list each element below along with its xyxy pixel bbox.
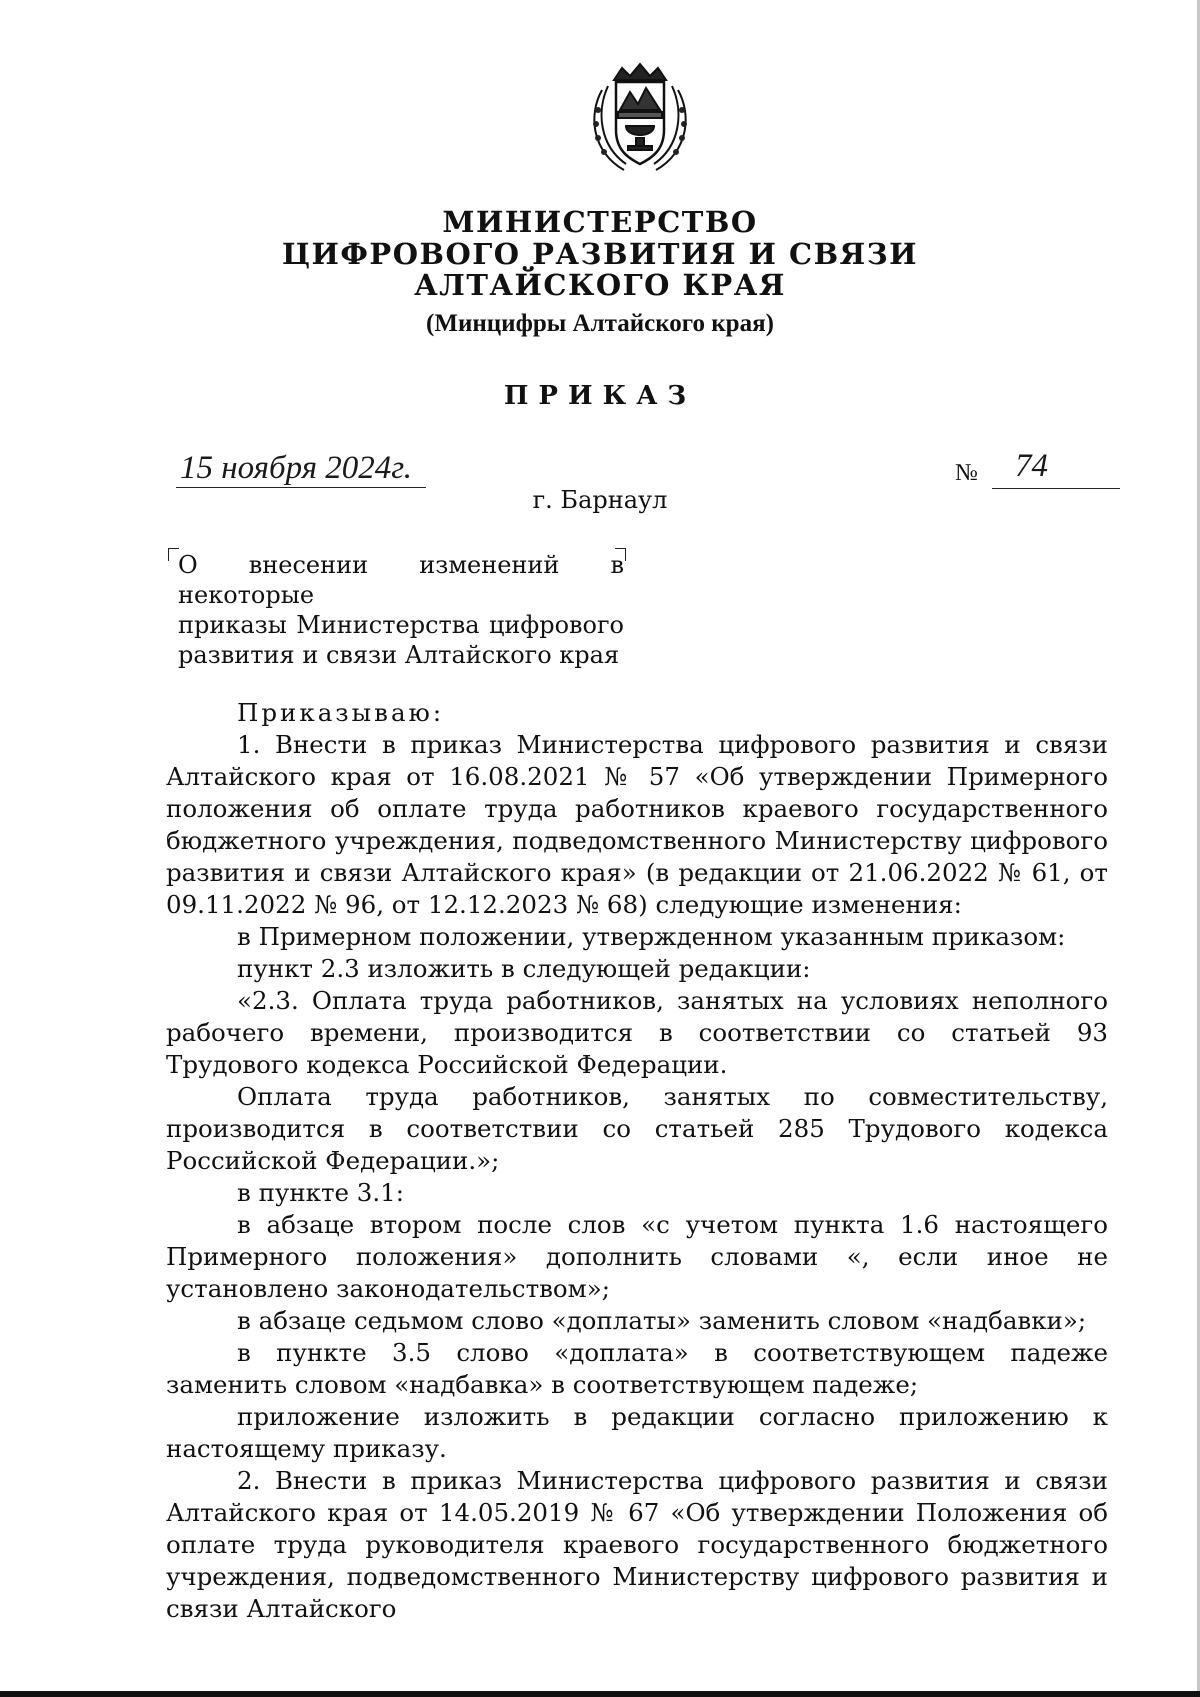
subject-line: приказы Министерства цифрового xyxy=(178,611,624,639)
ministry-name-line-1: МИНИСТЕРСТВО xyxy=(442,205,758,239)
body-paragraph: в абзаце втором после слов «с учетом пункта 1.6 настоящего Примерного положения» дополнить словами «, если иное не установлено законодательством»; xyxy=(166,1210,1108,1303)
coat-of-arms-icon xyxy=(580,60,700,180)
subject-line: О внесении изменений в некоторые xyxy=(178,551,624,609)
ministry-short-name: (Минцифры Алтайского края) xyxy=(426,310,774,337)
handwritten-number: 74 xyxy=(1015,448,1048,484)
document-subject xyxy=(178,550,624,670)
ministry-name-line-2: ЦИФРОВОГО РАЗВИТИЯ И СВЯЗИ xyxy=(281,237,919,271)
body-paragraph: Приказываю: xyxy=(237,698,445,727)
handwritten-date: 15 ноября 2024г. xyxy=(180,450,412,486)
subject-line: развития и связи Алтайского края xyxy=(178,641,620,669)
number-label: № xyxy=(955,460,978,486)
body-paragraph: 1. Внести в приказ Министерства цифрового развития и связи Алтайского края от 16.08.2021 № 57 «Об утверждении Примерного положения об оплате труда работников краевого государственного бюджетного учреждения, подведомственного Министерству цифрового развития и связи Алтайского края» (в редакции от 21.06.2022 № 61, от 09.11.2022 № 96, от 12.12.2023 № 68) следующие изменения: xyxy=(166,730,1108,919)
ministry-name-line-3: АЛТАЙСКОГО КРАЯ xyxy=(414,268,786,302)
body-paragraph: приложение изложить в редакции согласно приложению к настоящему приказу. xyxy=(166,1402,1108,1463)
body-paragraph: в пункте 3.5 слово «доплата» в соответствующем падеже заменить словом «надбавка» в соответствующем падеже; xyxy=(166,1338,1108,1399)
body-paragraph: Оплата труда работников, занятых по совместительству, производится в соответствии со статьей 285 Трудового кодекса Российской Федерации.»; xyxy=(166,1082,1108,1175)
document-type-title: ПРИКАЗ xyxy=(503,381,697,411)
body-paragraph: 2. Внести в приказ Министерства цифрового развития и связи Алтайского края от 14.05.2019 № 67 «Об утверждении Положения об оплате труда руководителя краевого государственного бюджетного учреждения, подведомственного Министерству цифрового развития и связи Алтайского xyxy=(166,1466,1108,1623)
body-paragraph: пункт 2.3 изложить в следующей редакции: xyxy=(237,954,811,983)
body-paragraph: «2.3. Оплата труда работников, занятых на условиях неполного рабочего времени, производится в соответствии со статьей 93 Трудового кодекса Российской Федерации. xyxy=(166,986,1108,1079)
body-paragraph: в пункте 3.1: xyxy=(237,1178,405,1207)
order-body xyxy=(166,697,1108,1625)
scan-bottom-border xyxy=(0,1691,1200,1697)
body-paragraph: в абзаце седьмом слово «доплаты» заменить словом «надбавки»; xyxy=(237,1306,1087,1335)
body-paragraph: в Примерном положении, утвержденном указанным приказом: xyxy=(237,922,1066,951)
city: г. Барнаул xyxy=(532,486,668,514)
